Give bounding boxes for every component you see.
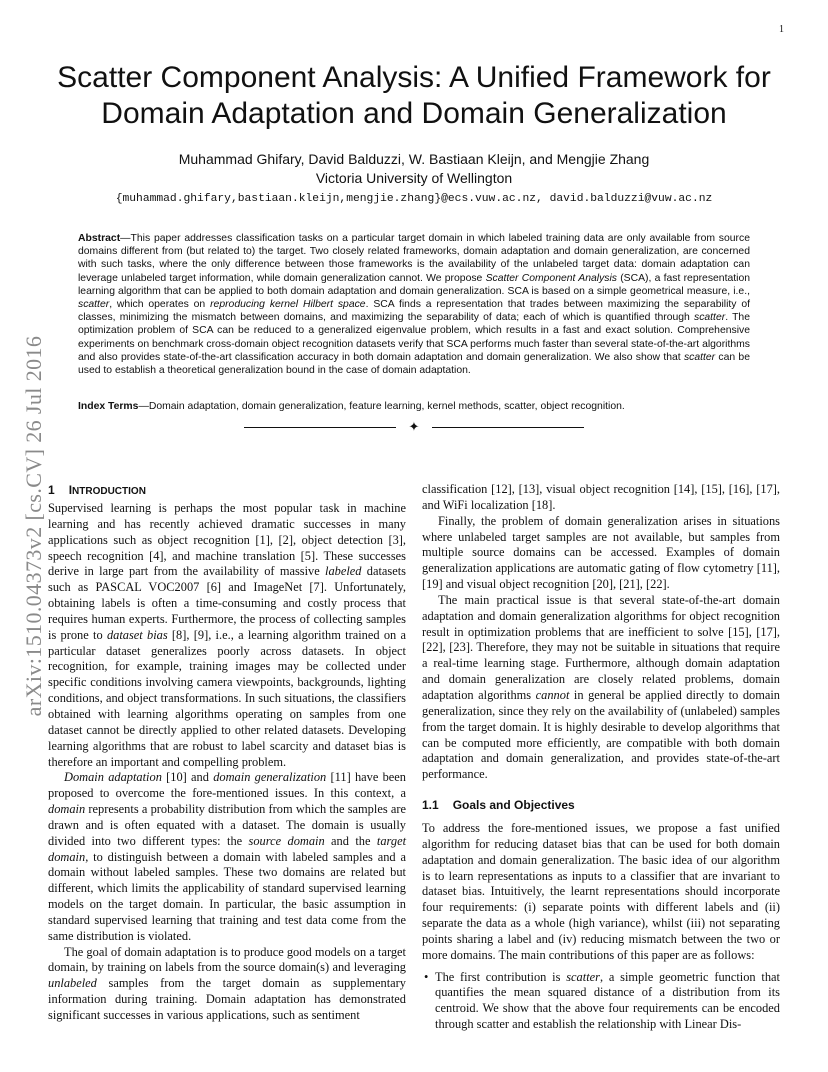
emphasis: Domain adaptation <box>64 770 162 785</box>
section-number: 1 <box>48 483 55 497</box>
paragraph-text: and the <box>324 833 377 848</box>
emphasis: scatter <box>566 969 600 984</box>
abstract-text: can be used to establish a theoretical generalization bound in the case of domain adaptation. <box>78 351 750 377</box>
emphasis: dataset bias <box>106 627 168 642</box>
list-item <box>422 970 780 1033</box>
left-column <box>48 482 406 1024</box>
paragraph-text: datasets such as PASCAL VOC2007 [6] and ImageNet [7]. Unfortunately, obtaining labels is often a time-consuming and costly process that requires human experts. Furthermore, the process of collecting samples is prone to <box>48 564 406 642</box>
affiliation: Victoria University of Wellington <box>315 170 513 186</box>
section-divider <box>244 421 584 435</box>
emphasis: unlabeled <box>48 976 97 991</box>
abstract-text: . SCA finds a representation that trades between maximizing the separability of classes, minimizing the mismatch between domains, and maximizing the separability of data; each of which is quantified through <box>78 299 751 324</box>
arxiv-stamp[interactable] <box>20 292 48 760</box>
emphasis: cannot <box>535 687 570 702</box>
abstract-emphasis: scatter <box>78 299 110 311</box>
paragraph: Finally, the problem of domain generalization arises in situations where unlabeled target samples are not available, but samples from multiple source domains can be accessed. Examples of domain generalization applications are automatic gating of flow cytometry [11], [19] and visual object recognition [20], [21], [22]. <box>422 513 780 592</box>
abstract-emphasis: scatter <box>694 312 726 324</box>
abstract <box>78 232 750 377</box>
section-title-rest: NTRODUCTION <box>72 486 146 497</box>
paper-title: Scatter Component Analysis: A Unified Framework for Domain Adaptation and Domain Generalization <box>57 61 771 130</box>
abstract-emphasis: scatter <box>683 351 716 363</box>
page-number: 1 <box>779 24 784 35</box>
subsection-number: 1.1 <box>422 798 439 813</box>
abstract-label: Abstract <box>78 233 121 244</box>
paragraph <box>48 770 406 944</box>
paragraph-text: represents a probability distribution from which the samples are drawn and is often equated with a dataset. The domain is usually divided into two different types: the <box>48 802 406 848</box>
section-title-initial: I <box>68 483 73 497</box>
subsection-title: Goals and Objectives <box>452 798 575 813</box>
list-item-text: , a simple geometric function that quantifies the mean squared distance of a distribution from its centroid. We show that the above four requirements can be encoded through scatter and establish the relationship with Linear Dis- <box>435 969 780 1032</box>
author-emails: {muhammad.ghifary,bastiaan.kleijn,mengjie.zhang}@ecs.vuw.ac.nz, david.balduzzi@vuw.ac.nz <box>115 193 713 205</box>
abstract-text: . The optimization problem of SCA can be reduced to a generalized eigenvalue problem, which results in a fast and exact solution. Comprehensive experiments on benchmark cross-domain object recognition datasets verify that SCA performs much faster than several state-of-the-art algorithms and also provides state-of-the-art classification accuracy in both domain adaptation and domain generalization. We also show that <box>78 312 750 363</box>
paragraph: To address the fore-mentioned issues, we propose a fast unified algorithm for reducing dataset bias that can be used for both domain adaptation and domain generalization. The basic idea of our algorithm is to learn representations as inputs to a classifier that are invariant to dataset bias. Intuitively, the learnt representations should incorporate four requirements: (i) separate points with different labels and (ii) separate the data as a whole (high variance), whilst (iii) not separating points sharing a label and (iv) reducing mismatch between the two or more domains. The main contributions of this paper are as follows: <box>422 821 780 962</box>
paragraph-text: , to distinguish between a domain with labeled samples and a domain without labeled samples. These two domains are related but different, which limits the applicability of standard supervised learning models on the target domain. In particular, the basic assumption in standard supervised learning that training and test data come from the same distribution is violated. <box>48 849 406 943</box>
emphasis: domain <box>48 802 86 817</box>
index-terms-label: Index Terms <box>78 401 139 412</box>
abstract-text: (SCA), a fast representation learning algorithm that can be applied to both domain adaptation and domain generalization. SCA is based on a simple geometrical measure, i.e., <box>78 272 751 297</box>
paragraph: classification [12], [13], visual object recognition [14], [15], [16], [17], and WiFi localization [18]. <box>422 482 780 512</box>
paragraph-text: in general be applied directly to domain generalization, since they rely on the availability of (unlabeled) samples from the target domain. It is highly desirable to develop algorithms that can be computed more efficiently, are compatible with both domain adaptation and domain generalization, and provides state-of-the-art performance. <box>422 687 780 782</box>
bullet-icon: • <box>424 969 429 984</box>
list-item-text: The first contribution is <box>435 969 567 984</box>
abstract-text: —This paper addresses classification tasks on a particular target domain in which labeled training data are only available from source domains different from (but related to) the target. Two closely related frameworks, domain adaptation and domain generalization, are concerned with such tasks, where the only difference between those frameworks is the availability of the unlabeled target data: domain adaptation can leverage unlabeled target information, while domain generalization cannot. We propose <box>78 233 750 284</box>
paragraph-text: The goal of domain adaptation is to produce good models on a target domain, by training on labels from the source domain(s) and leveraging <box>48 944 406 975</box>
divider-ornament-icon: ✦ <box>408 419 420 434</box>
arxiv-stamp-text: arXiv:1510.04373v2 [cs.CV] 26 Jul 2016 <box>21 335 46 717</box>
authors: Muhammad Ghifary, David Balduzzi, W. Bastiaan Kleijn, and Mengjie Zhang <box>178 151 650 167</box>
section-heading-introduction <box>48 482 406 500</box>
divider-rule-right <box>432 427 584 428</box>
paragraph <box>48 501 406 770</box>
abstract-emphasis: Scatter Component Analysis <box>485 272 617 284</box>
paragraph <box>48 945 406 1024</box>
divider-rule-left <box>244 427 396 428</box>
paragraph-text: [10] and <box>161 770 214 785</box>
emphasis: labeled <box>325 564 362 579</box>
emphasis: source domain <box>248 833 325 848</box>
emphasis: domain generalization <box>213 770 327 785</box>
paragraph-text: [11] have been proposed to overcome the fore-mentioned issues. In this context, a <box>48 770 407 801</box>
index-terms-text: —Domain adaptation, domain generalization, feature learning, kernel methods, scatter, object recognition. <box>138 401 625 412</box>
index-terms <box>78 400 750 413</box>
paragraph-text: The main practical issue is that several state-of-the-art domain adaptation and domain generalization algorithms for object recognition result in optimization problems that are inefficient to solve [15], [17], [22], [23]. Therefore, they may not be suitable in situations that require a real-time learning stage. Furthermore, although domain adaptation and domain generalization are closely related problems, domain adaptation algorithms <box>422 592 780 702</box>
abstract-emphasis: reproducing kernel Hilbert space <box>210 299 366 311</box>
abstract-text: , which operates on <box>109 299 211 311</box>
right-column <box>422 482 780 1033</box>
subsection-heading-goals <box>422 797 780 813</box>
paragraph-text: samples from the target domain as supplementary information during training. Domain adaptation has demonstrated significant successes in various applications, such as sentiment <box>48 976 406 1022</box>
paragraph <box>422 593 780 783</box>
emphasis: target domain <box>48 833 407 864</box>
paragraph-text: [8], [9], i.e., a learning algorithm trained on a particular dataset generalizes poorly across datasets. In object recognition, for example, training images may be collected under specific conditions involving camera viewpoints, backgrounds, lighting conditions, and object transformations. In such situations, the classifiers obtained with learning algorithms operating on samples from one dataset cannot be directly applied to other related datasets. Developing learning algorithms that are robust to label scarcity and dataset bias is therefore an important and compelling problem. <box>48 627 406 769</box>
paragraph-text: Supervised learning is perhaps the most popular task in machine learning and has recently achieved dramatic successes in many applications such as object recognition [1], [2], object detection [3], speech recognition [4], and machine translation [5]. These successes derive in large part from the availability of massive <box>48 501 406 579</box>
